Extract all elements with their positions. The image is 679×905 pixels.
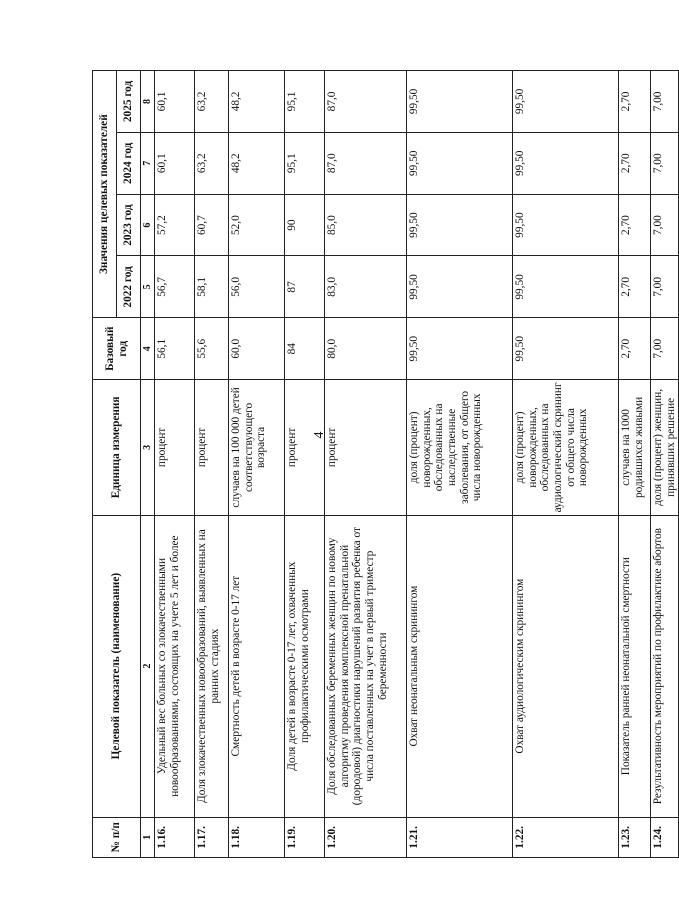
table-row: [229, 71, 285, 858]
column-number: 3: [141, 380, 155, 516]
value-2023: 99,50: [513, 194, 619, 256]
table-row: [651, 71, 679, 858]
value-2024: 99,50: [513, 132, 619, 194]
indicator-name: Доля обследованных беременных женщин по новому алгоритму проведения комплексной пренатальной (дородовой) диагностики нарушений развития ребенка от числа поставленных на учет в первый триместр беременности: [325, 515, 407, 817]
value-2024: 95,1: [285, 132, 325, 194]
indicator-name: Доля злокачественных новообразований, выявленных на ранних стадиях: [195, 515, 229, 817]
indicator-name: Охват неонатальным скринингом: [407, 515, 513, 817]
unit-of-measure: доля (процент) женщин, принявших решение: [651, 380, 679, 516]
value-2025: 99,50: [407, 71, 513, 133]
table-row: [325, 71, 407, 858]
unit-of-measure: процент: [195, 380, 229, 516]
header-year-2025: 2025 год: [117, 71, 141, 133]
value-2022: 2,70: [619, 256, 651, 318]
value-2022: 56,7: [155, 256, 195, 318]
row-number: 1.22.: [513, 817, 619, 857]
row-number: 1.19.: [285, 817, 325, 857]
header-num: № п/п: [93, 817, 141, 857]
value-2022: 83,0: [325, 256, 407, 318]
column-number: 2: [141, 515, 155, 817]
indicator-name: Охват аудиологическим скринингом: [513, 515, 619, 817]
value-2025: 99,50: [513, 71, 619, 133]
table-row: [285, 71, 325, 858]
indicator-name: Доля детей в возрасте 0-17 лет, охваченных профилактическими осмотрами: [285, 515, 325, 817]
value-2025: 48,2: [229, 71, 285, 133]
value-2023: 85,0: [325, 194, 407, 256]
header-year-2023: 2023 год: [117, 194, 141, 256]
header-indicator: Целевой показатель (наименование): [93, 515, 141, 817]
header-year-2022: 2022 год: [117, 256, 141, 318]
table-row: [195, 71, 229, 858]
indicator-name: Результативность мероприятий по профилактике абортов: [651, 515, 679, 817]
column-number: 6: [141, 194, 155, 256]
row-number: 1.20.: [325, 817, 407, 857]
base-year-value: 7,00: [651, 318, 679, 380]
header-unit: Единица измерения: [93, 380, 141, 516]
value-2023: 57,2: [155, 194, 195, 256]
value-2023: 99,50: [407, 194, 513, 256]
row-number: 1.23.: [619, 817, 651, 857]
base-year-value: 80,0: [325, 318, 407, 380]
indicator-name: Показатель ранней неонатальной смертности: [619, 515, 651, 817]
value-2024: 7,00: [651, 132, 679, 194]
table-row: [155, 71, 195, 858]
column-number: 5: [141, 256, 155, 318]
value-2023: 52,0: [229, 194, 285, 256]
header-base-year: Базовый год: [93, 318, 141, 380]
base-year-value: 99,50: [513, 318, 619, 380]
row-number: 1.18.: [229, 817, 285, 857]
base-year-value: 56,1: [155, 318, 195, 380]
column-number: 7: [141, 132, 155, 194]
column-number: 4: [141, 318, 155, 380]
unit-of-measure: процент: [285, 380, 325, 516]
value-2022: 7,00: [651, 256, 679, 318]
table-row: [407, 71, 513, 858]
value-2022: 99,50: [407, 256, 513, 318]
base-year-value: 60,0: [229, 318, 285, 380]
column-number-row: [141, 71, 155, 858]
value-2023: 2,70: [619, 194, 651, 256]
column-number: 8: [141, 71, 155, 133]
base-year-value: 55,6: [195, 318, 229, 380]
value-2025: 2,70: [619, 71, 651, 133]
value-2024: 63,2: [195, 132, 229, 194]
value-2022: 56,0: [229, 256, 285, 318]
value-2022: 87: [285, 256, 325, 318]
row-number: 1.17.: [195, 817, 229, 857]
unit-of-measure: доля (процент) новорожденных, обследованных на аудиологический скрининг от общего числа новорожденных: [513, 380, 619, 516]
table-row: [619, 71, 651, 858]
base-year-value: 99,50: [407, 318, 513, 380]
table-row: [513, 71, 619, 858]
value-2025: 95,1: [285, 71, 325, 133]
value-2025: 87,0: [325, 71, 407, 133]
unit-of-measure: процент: [155, 380, 195, 516]
row-number: 1.16.: [155, 817, 195, 857]
value-2023: 7,00: [651, 194, 679, 256]
page-number: 4: [312, 431, 327, 439]
base-year-value: 2,70: [619, 318, 651, 380]
value-2024: 60,1: [155, 132, 195, 194]
value-2025: 60,1: [155, 71, 195, 133]
indicator-name: Удельный вес больных со злокачественными новообразованиями, состоящих на учете 5 лет и более: [155, 515, 195, 817]
base-year-value: 84: [285, 318, 325, 380]
value-2024: 2,70: [619, 132, 651, 194]
value-2025: 63,2: [195, 71, 229, 133]
target-indicators-table: [92, 70, 679, 858]
value-2023: 60,7: [195, 194, 229, 256]
column-number: 1: [141, 817, 155, 857]
unit-of-measure: доля (процент) новорожденных, обследованных на наследственные заболевания, от общего числа новорожденных: [407, 380, 513, 516]
header-year-2024: 2024 год: [117, 132, 141, 194]
value-2023: 90: [285, 194, 325, 256]
unit-of-measure: случаев на 100 000 детей соответствующего возраста: [229, 380, 285, 516]
indicator-name: Смертность детей в возрасте 0-17 лет: [229, 515, 285, 817]
header-values-group: Значения целевых показателей: [93, 71, 117, 318]
unit-of-measure: случаев на 1000 родившихся живыми: [619, 380, 651, 516]
value-2024: 48,2: [229, 132, 285, 194]
value-2024: 87,0: [325, 132, 407, 194]
value-2025: 7,00: [651, 71, 679, 133]
row-number: 1.21.: [407, 817, 513, 857]
value-2022: 99,50: [513, 256, 619, 318]
value-2022: 58,1: [195, 256, 229, 318]
unit-of-measure: процент: [325, 380, 407, 516]
value-2024: 99,50: [407, 132, 513, 194]
row-number: 1.24.: [651, 817, 679, 857]
